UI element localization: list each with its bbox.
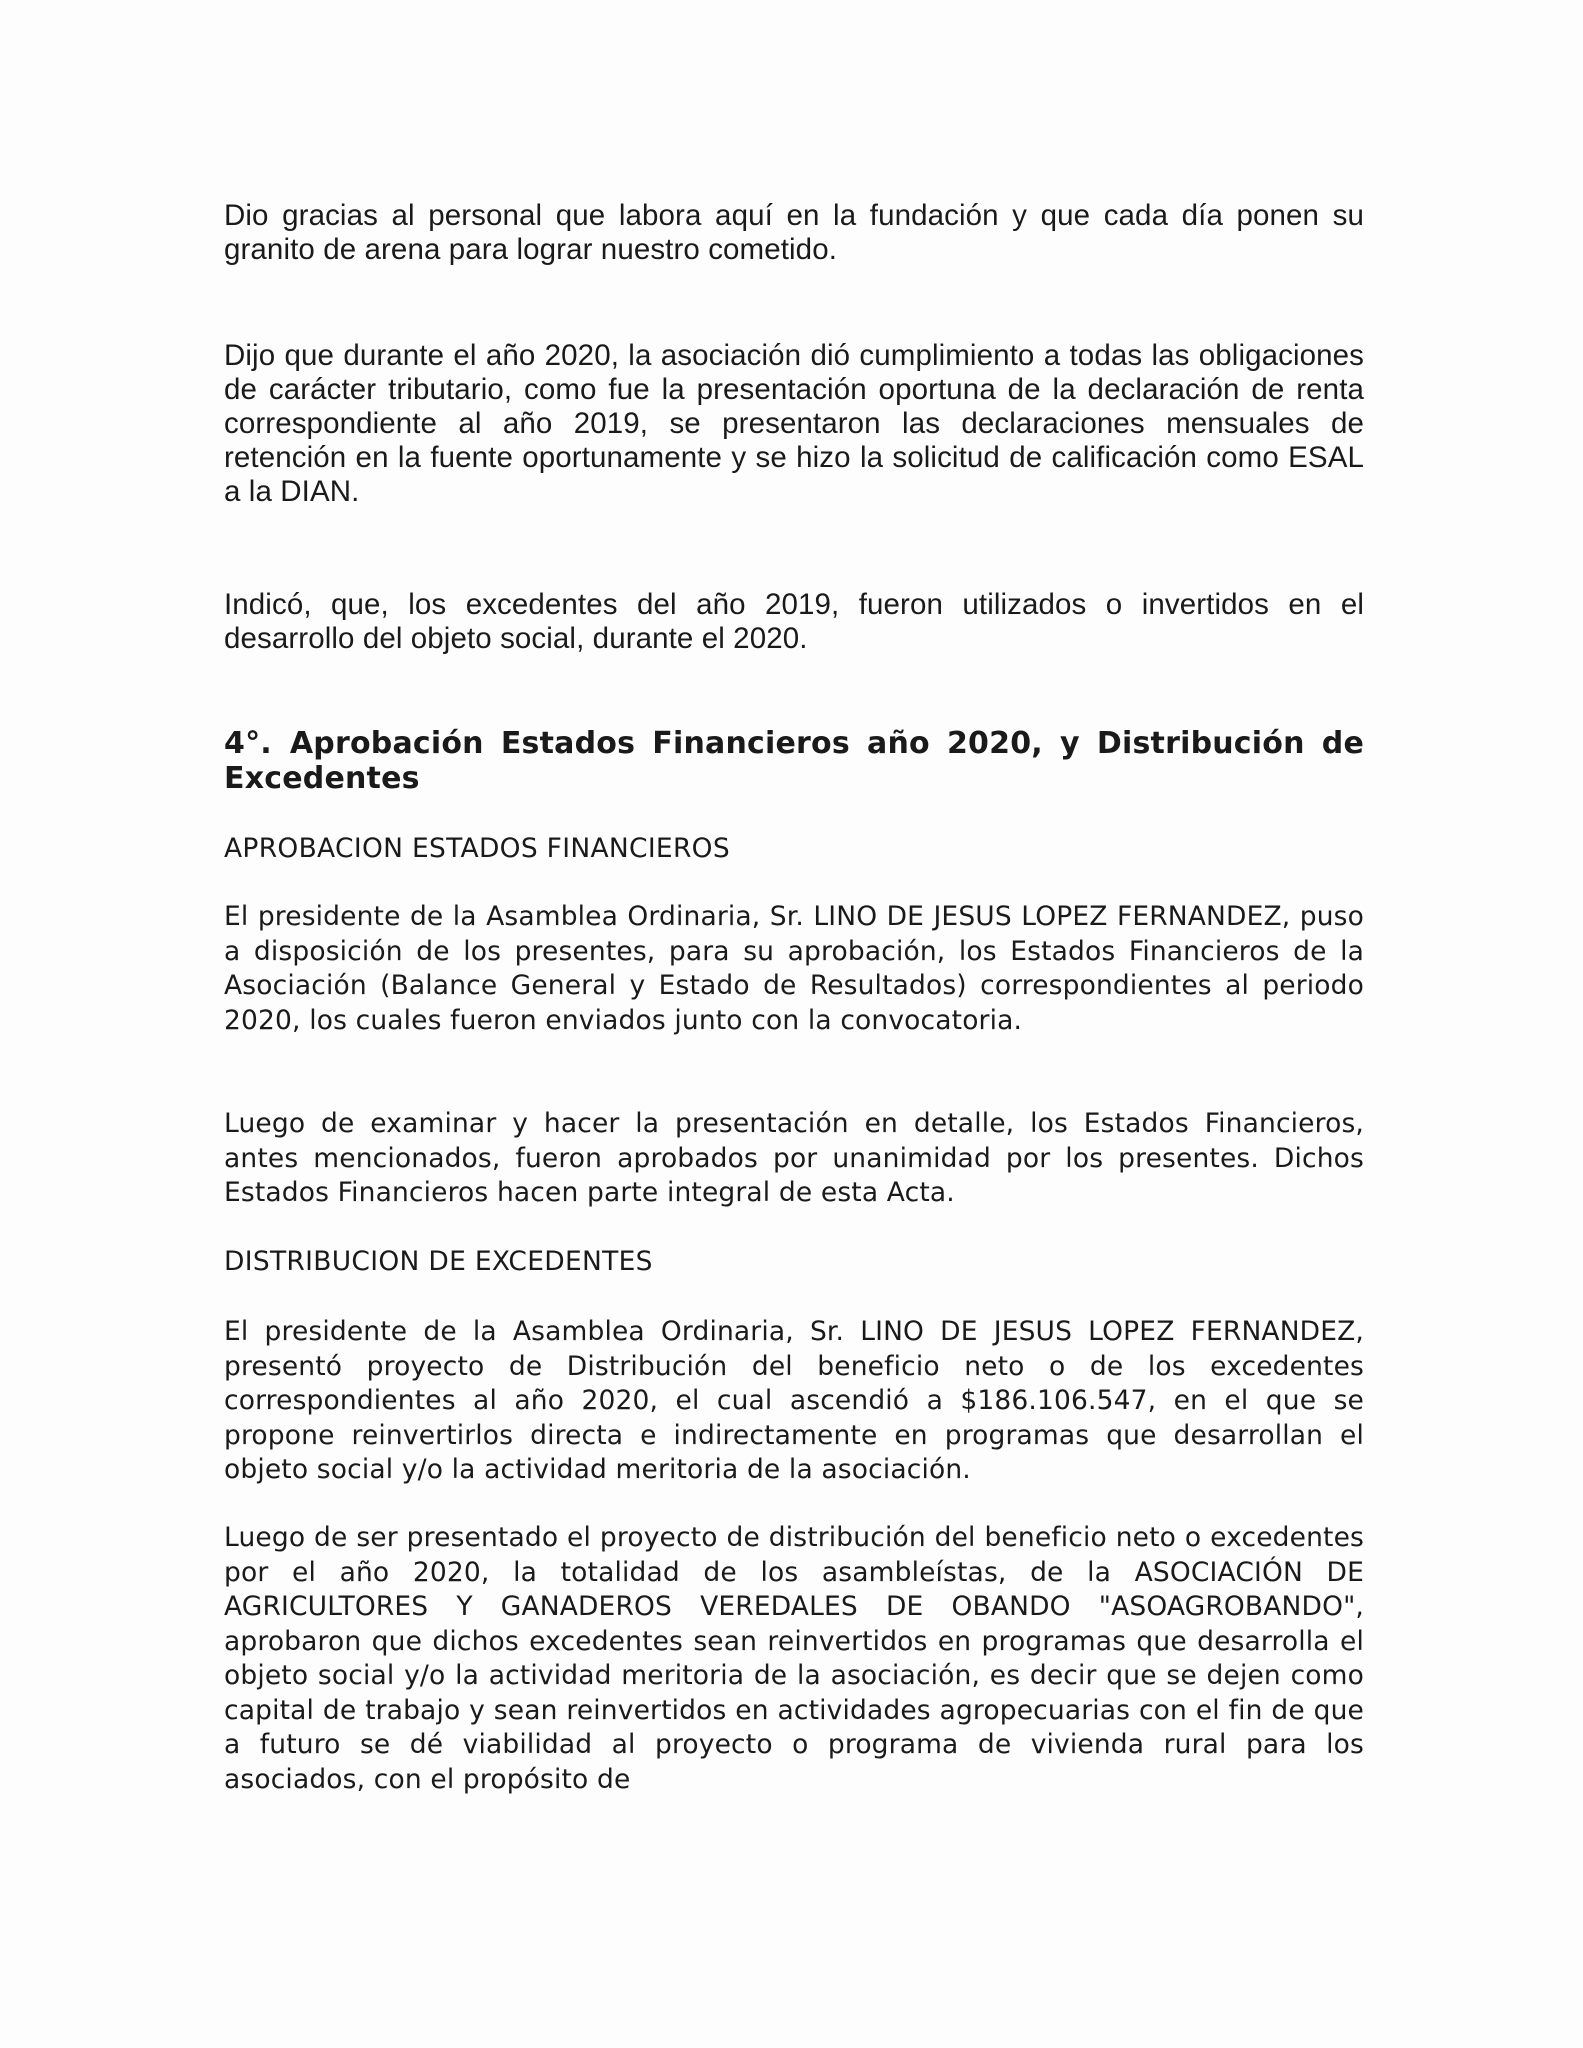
paragraph-surplus-approval: Luego de ser presentado el proyecto de distribución del beneficio neto o excedentes por el año 2020, la totalidad de los asambleístas, de la ASOCIACIÓN DE AGRICULTORES Y GANADEROS VEREDALES DE OBANDO "ASOAGROBANDO", aprobaron que dichos excedentes sean reinvertidos en programas que desarrolla el objeto social y/o la actividad meritoria de la asociación, es decir que se dejen como capital de trabajo y sean reinvertidos en actividades agropecuarias con el fin de que a futuro se dé viabilidad al proyecto o programa de vivienda rural para los asociados, con el propósito de [224, 1522, 1364, 1795]
section-4-heading [224, 726, 1364, 796]
subheading-financial-statements: APROBACION ESTADOS FINANCIEROS [224, 833, 730, 864]
subheading-surplus-distribution: DISTRIBUCION DE EXCEDENTES [224, 1246, 653, 1277]
section-4-title: Aprobación Estados Financieros año 2020, y Distribución de Excedentes [224, 726, 1364, 796]
paragraph-financial-statements-approval: Luego de examinar y hacer la presentación en detalle, los Estados Financieros, antes mencionados, fueron aprobados por unanimidad por los presentes. Dichos Estados Financieros hacen parte integral de esta Acta. [224, 1108, 1364, 1208]
paragraph-surplus-proposal: El presidente de la Asamblea Ordinaria, Sr. LINO DE JESUS LOPEZ FERNANDEZ, presentó proyecto de Distribución del beneficio neto o de los excedentes correspondientes al año 2020, el cual ascendió a $186.106.547, en el que se propone reinvertirlos directa e indirectamente en programas que desarrollan el objeto social y/o la actividad meritoria de la asociación. [224, 1316, 1364, 1485]
paragraph-surplus-2019: Indicó, que, los excedentes del año 2019, fueron utilizados o invertidos en el desarrollo del objeto social, durante el 2020. [224, 588, 1364, 655]
paragraph-financial-statements-presentation: El presidente de la Asamblea Ordinaria, Sr. LINO DE JESUS LOPEZ FERNANDEZ, puso a disposición de los presentes, para su aprobación, los Estados Financieros de la Asociación (Balance General y Estado de Resultados) correspondientes al periodo 2020, los cuales fueron enviados junto con la convocatoria. [224, 901, 1364, 1036]
paragraph-tax-obligations: Dijo que durante el año 2020, la asociación dió cumplimiento a todas las obligaciones de carácter tributario, como fue la presentación oportuna de la declaración de renta correspondiente al año 2019, se presentaron las declaraciones mensuales de retención en la fuente oportunamente y se hizo la solicitud de calificación como ESAL a la DIAN. [224, 339, 1364, 508]
paragraph-gratitude: Dio gracias al personal que labora aquí en la fundación y que cada día ponen su granito de arena para lograr nuestro cometido. [224, 199, 1364, 266]
section-4-number: 4°. [224, 726, 272, 761]
